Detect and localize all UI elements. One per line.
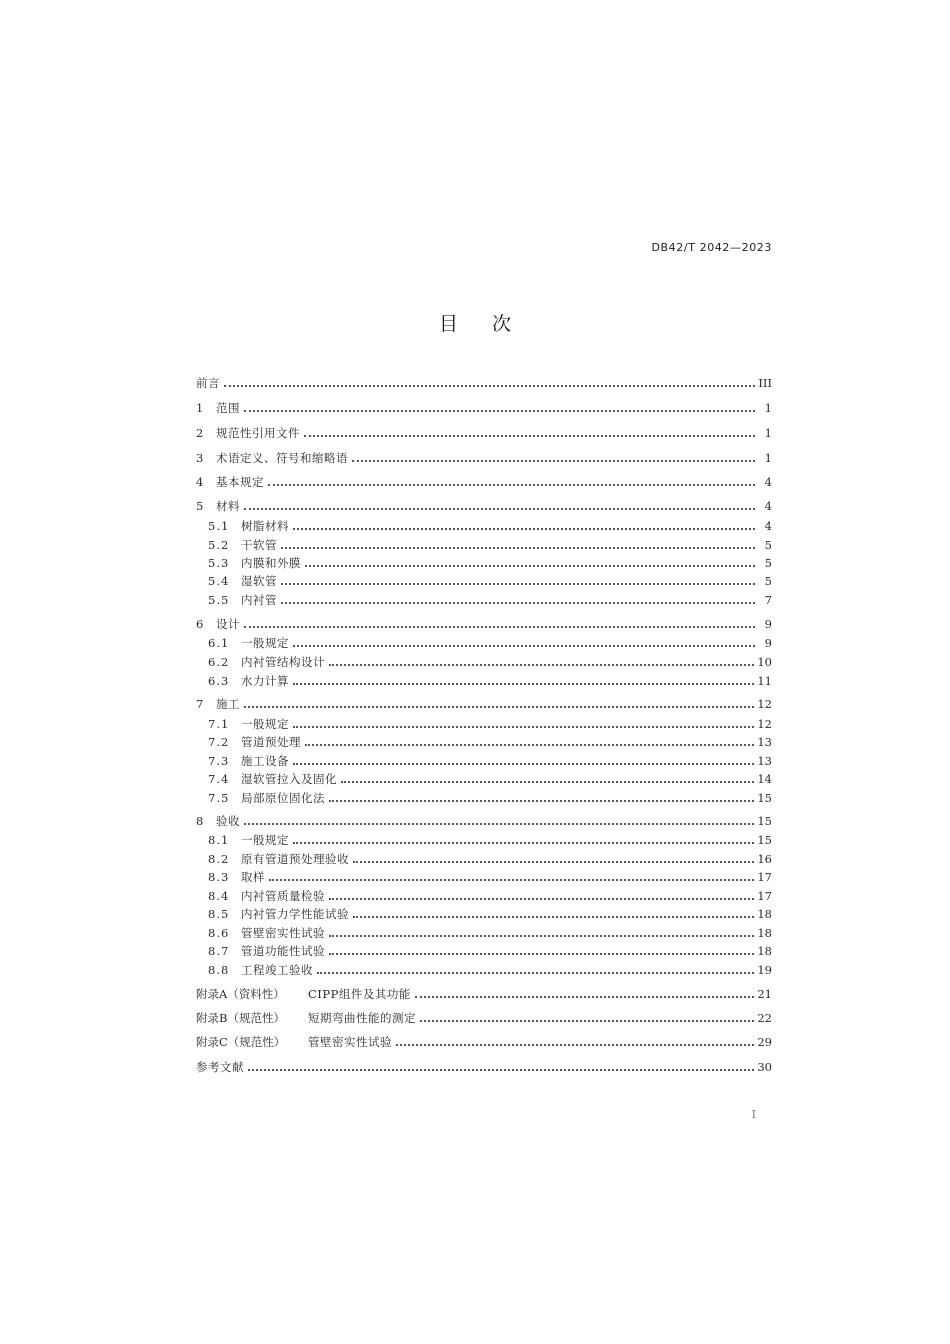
toc-entry[interactable] <box>196 447 772 465</box>
toc-dot-leader <box>248 1069 754 1071</box>
toc-entry-number: 7 <box>196 697 204 711</box>
toc-dot-leader <box>281 602 755 604</box>
toc-dot-leader <box>304 435 755 437</box>
toc-dot-leader <box>352 460 755 462</box>
toc-entry-number: 8.7 <box>208 944 230 958</box>
toc-entry[interactable] <box>196 471 772 489</box>
toc-entry-label: 湿软管拉入及固化 <box>241 772 337 786</box>
toc-entry-page: 7 <box>764 593 772 607</box>
toc-entry-number: 5.3 <box>208 556 230 570</box>
toc-entry[interactable] <box>208 903 772 921</box>
toc-entry-page: 15 <box>757 833 772 847</box>
toc-entry-number: 附录A（资料性） <box>196 987 285 1001</box>
toc-entry-number: 8 <box>196 814 204 828</box>
toc-entry-page: 1 <box>764 426 772 440</box>
toc-entry[interactable] <box>208 848 772 866</box>
toc-entry-page: 18 <box>757 926 772 940</box>
toc-entry-label: 材料 <box>216 499 240 513</box>
toc-dot-leader <box>329 898 754 900</box>
toc-dot-leader <box>305 565 755 567</box>
toc-dot-leader <box>244 410 755 412</box>
toc-entry-page: 13 <box>757 754 772 768</box>
toc-entry-number: 7.5 <box>208 791 230 805</box>
toc-entry-label: 设计 <box>216 617 240 631</box>
toc-entry-label: 前言 <box>196 376 220 390</box>
toc-entry-number: 8.4 <box>208 889 230 903</box>
toc-entry-label: 内衬管力学性能试验 <box>241 907 349 921</box>
toc-entry-label: 水力计算 <box>241 674 289 688</box>
toc-dot-leader <box>293 645 755 647</box>
toc-entry-page: 4 <box>764 519 772 533</box>
toc-entry[interactable] <box>208 829 772 847</box>
toc-entry-label: 湿软管 <box>241 574 277 588</box>
toc-entry[interactable] <box>196 810 772 828</box>
toc-entry-label: 取样 <box>241 870 265 884</box>
toc-entry[interactable] <box>196 613 772 631</box>
toc-entry-page: 12 <box>757 717 772 731</box>
toc-entry[interactable] <box>208 515 772 533</box>
toc-entry[interactable] <box>208 922 772 940</box>
toc-entry-page: 16 <box>757 852 772 866</box>
toc-dot-leader <box>269 879 754 881</box>
toc-dot-leader <box>317 972 754 974</box>
toc-entry-page: 15 <box>757 791 772 805</box>
toc-dot-leader <box>281 583 755 585</box>
toc-entry-number: 8.5 <box>208 907 230 921</box>
toc-entry-number: 6.1 <box>208 636 230 650</box>
toc-entry-number: 5.2 <box>208 538 230 552</box>
toc-entry-page: 4 <box>764 475 772 489</box>
toc-entry-label: 原有管道预处理验收 <box>241 852 349 866</box>
toc-entry-number: 1 <box>196 401 204 415</box>
toc-dot-leader <box>353 916 754 918</box>
toc-entry-page: III <box>758 376 772 390</box>
toc-entry-page: 30 <box>757 1060 772 1074</box>
toc-entry-page: 12 <box>757 697 772 711</box>
toc-dot-leader <box>329 664 754 666</box>
toc-entry[interactable] <box>208 589 772 607</box>
toc-entry-page: 1 <box>764 451 772 465</box>
toc-dot-leader <box>396 1044 754 1046</box>
toc-entry-page: 19 <box>757 963 772 977</box>
toc-entry-label: 术语定义、符号和缩略语 <box>216 451 348 465</box>
toc-entry-page: 29 <box>757 1035 772 1049</box>
toc-entry-page: 18 <box>757 944 772 958</box>
toc-entry-page: 15 <box>757 814 772 828</box>
toc-entry-number: 8.8 <box>208 963 230 977</box>
toc-entry-label: 工程竣工验收 <box>241 963 313 977</box>
toc-dot-leader <box>329 935 754 937</box>
toc-entry-label: 参考文献 <box>196 1060 244 1074</box>
toc-entry-page: 5 <box>764 574 772 588</box>
toc-entry-number: 5.5 <box>208 593 230 607</box>
toc-entry-number: 7.1 <box>208 717 230 731</box>
toc-dot-leader <box>224 385 755 387</box>
toc-dot-leader <box>244 626 755 628</box>
toc-entry-label: 局部原位固化法 <box>241 791 325 805</box>
toc-entry-label: 内衬管 <box>241 593 277 607</box>
toc-entry-number: 8.3 <box>208 870 230 884</box>
toc-entry-label: 管壁密实性试验 <box>308 1035 392 1049</box>
toc-entry[interactable] <box>208 651 772 669</box>
toc-entry-page: 4 <box>764 499 772 513</box>
toc-dot-leader <box>268 484 755 486</box>
toc-entry-page: 9 <box>764 617 772 631</box>
page-title <box>0 309 950 336</box>
toc-entry-number: 3 <box>196 451 204 465</box>
toc-entry[interactable] <box>196 1031 772 1049</box>
toc-entry-number: 4 <box>196 475 204 489</box>
toc-entry-number: 6.2 <box>208 655 230 669</box>
toc-entry-label: 内衬管质量检验 <box>241 889 325 903</box>
toc-entry-label: 干软管 <box>241 538 277 552</box>
toc-entry-number: 附录B（规范性） <box>196 1011 285 1025</box>
toc-entry-label: 管道功能性试验 <box>241 944 325 958</box>
toc-entry-number: 7.2 <box>208 735 230 749</box>
toc-dot-leader <box>293 763 754 765</box>
toc-entry[interactable] <box>208 750 772 768</box>
toc-entry[interactable] <box>196 397 772 415</box>
toc-dot-leader <box>420 1020 754 1022</box>
toc-dot-leader <box>293 528 755 530</box>
toc-dot-leader <box>293 683 754 685</box>
toc-entry-label: 树脂材料 <box>241 519 289 533</box>
toc-entry-label: 规范性引用文件 <box>216 426 300 440</box>
toc-entry-page: 13 <box>757 735 772 749</box>
toc-dot-leader <box>244 706 754 708</box>
toc-entry[interactable] <box>196 372 772 390</box>
page-number: I <box>751 1108 756 1121</box>
toc-entry-number: 附录C（规范性） <box>196 1035 286 1049</box>
toc-entry-page: 17 <box>757 889 772 903</box>
toc-entry-label: CIPP组件及其功能 <box>308 987 411 1001</box>
toc-entry[interactable] <box>208 670 772 688</box>
title-char-1: 目 <box>438 313 458 335</box>
title-char-2: 次 <box>492 313 512 335</box>
toc-dot-leader <box>305 744 754 746</box>
toc-dot-leader <box>329 953 754 955</box>
toc-entry[interactable] <box>208 534 772 552</box>
toc-dot-leader <box>281 547 755 549</box>
toc-entry-label: 内膜和外膜 <box>241 556 301 570</box>
toc-entry-number: 6 <box>196 617 204 631</box>
toc-entry-page: 1 <box>764 401 772 415</box>
toc-entry[interactable] <box>208 552 772 570</box>
toc-entry-label: 管道预处理 <box>241 735 301 749</box>
toc-entry-number: 5 <box>196 499 204 513</box>
toc-entry-page: 18 <box>757 907 772 921</box>
toc-entry[interactable] <box>208 713 772 731</box>
toc-entry-label: 基本规定 <box>216 475 264 489</box>
toc-entry-label: 验收 <box>216 814 240 828</box>
toc-entry-number: 8.6 <box>208 926 230 940</box>
toc-entry-number: 8.1 <box>208 833 230 847</box>
toc-entry[interactable] <box>208 959 772 977</box>
toc-entry-label: 一般规定 <box>241 717 289 731</box>
toc-entry-number: 8.2 <box>208 852 230 866</box>
document-code: DB42/T 2042—2023 <box>651 241 772 254</box>
toc-entry-page: 5 <box>764 538 772 552</box>
toc-entry-label: 管壁密实性试验 <box>241 926 325 940</box>
toc-dot-leader <box>341 781 754 783</box>
toc-entry-label: 一般规定 <box>241 636 289 650</box>
toc-entry-label: 范围 <box>216 401 240 415</box>
toc-entry[interactable] <box>208 866 772 884</box>
toc-entry-label: 短期弯曲性能的测定 <box>308 1011 416 1025</box>
toc-entry[interactable] <box>208 885 772 903</box>
toc-entry-number: 2 <box>196 426 204 440</box>
toc-entry[interactable] <box>196 693 772 711</box>
toc-entry-page: 22 <box>757 1011 772 1025</box>
toc-dot-leader <box>353 861 754 863</box>
toc-dot-leader <box>329 800 754 802</box>
toc-entry-number: 7.4 <box>208 772 230 786</box>
toc-entry[interactable] <box>208 940 772 958</box>
toc-dot-leader <box>244 823 754 825</box>
toc-dot-leader <box>415 996 755 998</box>
toc-dot-leader <box>244 508 755 510</box>
toc-entry-page: 17 <box>757 870 772 884</box>
toc-entry-page: 10 <box>757 655 772 669</box>
toc-entry-page: 21 <box>757 987 772 1001</box>
toc-entry[interactable] <box>208 731 772 749</box>
toc-dot-leader <box>293 842 754 844</box>
toc-entry-label: 施工 <box>216 697 240 711</box>
toc-entry[interactable] <box>196 422 772 440</box>
toc-entry[interactable] <box>196 495 772 513</box>
toc-entry[interactable] <box>208 570 772 588</box>
toc-entry[interactable] <box>196 983 772 1001</box>
toc-entry-page: 9 <box>764 636 772 650</box>
toc-entry-label: 施工设备 <box>241 754 289 768</box>
toc-entry-page: 14 <box>757 772 772 786</box>
toc-entry[interactable] <box>208 632 772 650</box>
toc-entry-page: 11 <box>757 674 772 688</box>
toc-entry-number: 5.4 <box>208 574 230 588</box>
toc-entry-number: 5.1 <box>208 519 230 533</box>
toc-entry[interactable] <box>196 1007 772 1025</box>
toc-entry[interactable] <box>208 768 772 786</box>
toc-entry-number: 7.3 <box>208 754 230 768</box>
toc-entry-label: 一般规定 <box>241 833 289 847</box>
toc-entry-number: 6.3 <box>208 674 230 688</box>
toc-entry[interactable] <box>196 1056 772 1074</box>
toc-entry[interactable] <box>208 787 772 805</box>
toc-entry-page: 5 <box>764 556 772 570</box>
toc-dot-leader <box>293 726 754 728</box>
toc-entry-label: 内衬管结构设计 <box>241 655 325 669</box>
